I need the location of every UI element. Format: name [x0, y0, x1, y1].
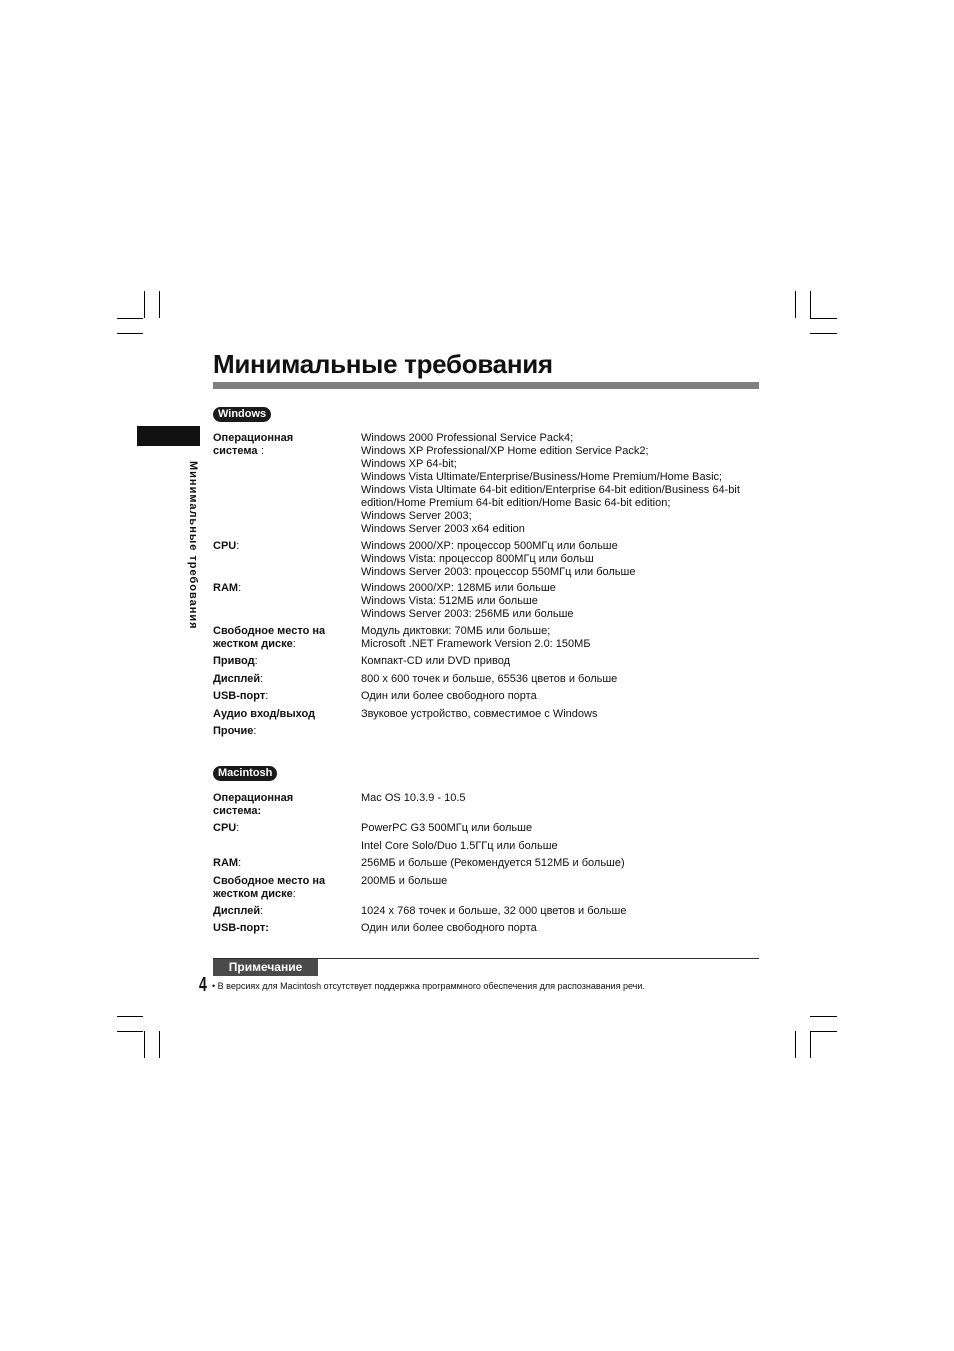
windows-disk-label: Свободное место на жестком диске:: [213, 625, 326, 650]
windows-drive-label: Привод:: [213, 655, 258, 667]
mac-ram-label: RAM:: [213, 857, 242, 869]
crop-mark: [810, 1031, 811, 1058]
note-text: В версиях для Macintosh отсутствует поддержка программного обеспечения для распознавания речи.: [217, 981, 645, 991]
macintosh-badge: Macintosh: [213, 766, 277, 781]
mac-cpu-label: CPU:: [213, 822, 240, 834]
crop-mark: [159, 1031, 160, 1058]
crop-mark: [144, 1031, 145, 1058]
windows-cpu-label: CPU:: [213, 540, 240, 552]
note-item: [212, 980, 645, 992]
crop-mark: [117, 1016, 143, 1017]
windows-os-values: Windows 2000 Professional Service Pack4; Windows XP Professional/XP Home edition Service Pack2; Windows XP 64-bit; Windows Vista Ultimate/Enterprise/Business/Home Premium/Home Basic; Windows Vista Ultimate 64-bit edition/Enterprise 64-bit edition/Business 64-bit edition/Home Premium 64-bit edition/Home Basic 64-bit edition; Windows Server 2003; Windows Server 2003 x64 edition: [361, 432, 740, 535]
title-rule: [213, 382, 759, 389]
windows-ram-values: Windows 2000/XP: 128МБ или больше Windows Vista: 512МБ или больше Windows Server 2003: 256МБ или больше: [361, 582, 574, 620]
crop-mark: [144, 291, 145, 318]
page-number: 4: [199, 974, 207, 996]
side-tab-marker: [137, 426, 200, 446]
mac-cpu-value-1: PowerPC G3 500МГц или больше: [361, 822, 533, 834]
mac-usb-label: USB-порт:: [213, 922, 269, 934]
mac-ram-value: 256МБ и больше (Рекомендуется 512МБ и больше): [361, 857, 625, 869]
crop-mark: [117, 1031, 143, 1032]
windows-audio-value: Звуковое устройство, совместимое с Windows: [361, 708, 598, 720]
mac-disk-value: 200МБ и больше: [361, 875, 448, 887]
crop-mark: [810, 318, 837, 319]
mac-usb-value: Один или более свободного порта: [361, 922, 537, 934]
mac-display-label: Дисплей:: [213, 905, 264, 917]
mac-display-value: 1024 x 768 точек и больше, 32 000 цветов и больше: [361, 905, 627, 917]
windows-audio-label: Аудио вход/выход: [213, 708, 316, 720]
crop-mark: [795, 291, 796, 318]
windows-ram-label: RAM:: [213, 582, 242, 594]
windows-display-value: 800 x 600 точек и больше, 65536 цветов и больше: [361, 673, 618, 685]
windows-drive-value: Компакт-CD или DVD привод: [361, 655, 511, 667]
page-title: Минимальные требования: [213, 349, 553, 379]
windows-disk-values: Модуль диктовки: 70МБ или больше; Microsoft .NET Framework Version 2.0: 150МБ: [361, 625, 591, 650]
crop-mark: [810, 1016, 837, 1017]
crop-mark: [117, 318, 143, 319]
bullet-icon: •: [212, 981, 216, 991]
crop-mark: [810, 333, 837, 334]
windows-other-label: Прочие:: [213, 725, 257, 737]
windows-badge: Windows: [213, 407, 271, 422]
mac-os-value: Mac OS 10.3.9 - 10.5: [361, 792, 466, 804]
mac-disk-label: Свободное место на жестком диске:: [213, 875, 326, 900]
crop-mark: [795, 1031, 796, 1058]
windows-display-label: Дисплей:: [213, 673, 264, 685]
windows-cpu-values: Windows 2000/XP: процессор 500МГц или больше Windows Vista: процессор 800МГц или больш Windows Server 2003: процессор 550МГц или больше: [361, 540, 636, 578]
mac-cpu-value-2: Intel Core Solo/Duo 1.5ГГц или больше: [361, 840, 558, 852]
crop-mark: [810, 1031, 837, 1032]
windows-os-label: Операционная система: [213, 432, 294, 457]
crop-mark: [159, 291, 160, 318]
crop-mark: [810, 291, 811, 318]
mac-os-label: Операционная система:: [213, 792, 294, 817]
note-heading: Примечание: [213, 959, 318, 976]
crop-mark: [117, 333, 143, 334]
windows-usb-label: USB-порт:: [213, 690, 269, 702]
windows-usb-value: Один или более свободного порта: [361, 690, 537, 702]
windows-os-colon: :: [261, 445, 265, 457]
side-tab-label: Минимальные требования: [187, 461, 199, 630]
